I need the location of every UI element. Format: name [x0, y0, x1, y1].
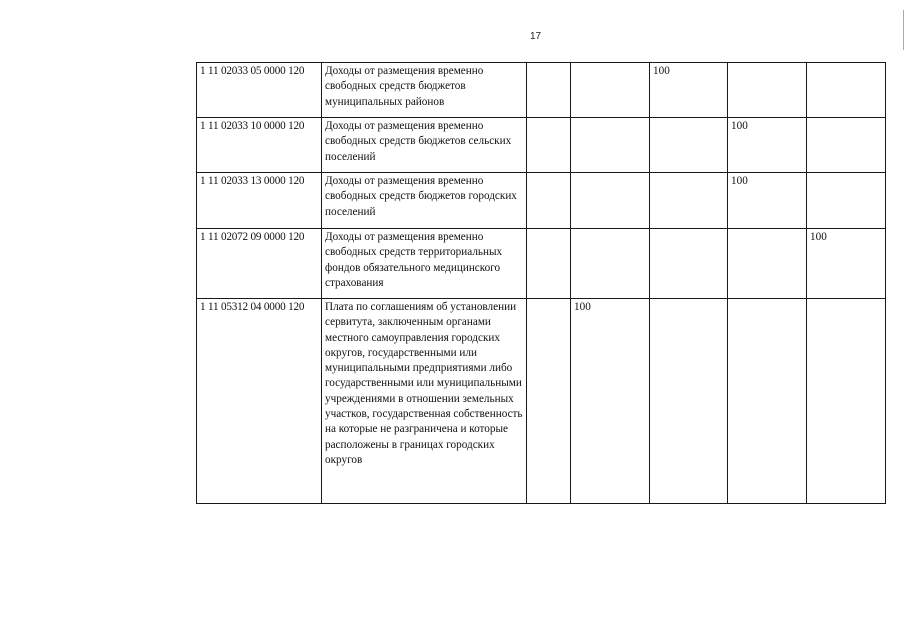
description-cell: Доходы от размещения временно свободных средств территориальных фондов обязательного медицинского страхования	[322, 229, 527, 299]
value-cell: 100	[728, 173, 807, 229]
page-edge-mark	[903, 10, 904, 50]
value-cell	[807, 299, 886, 504]
value-cell	[527, 229, 571, 299]
description-cell: Доходы от размещения временно свободных средств бюджетов муниципальных районов	[322, 63, 527, 118]
description-cell: Плата по соглашениям об установлении сервитута, заключенным органами местного самоуправления городских округов, государственными или муниципальными предприятиями либо государственными или муниципальными учреждениями в отношении земельных участков, государственная собственность на которые не разграничена и которые расположены в границах городских округов	[322, 299, 527, 504]
table-row	[197, 229, 886, 299]
budget-code-cell: 1 11 02072 09 0000 120	[197, 229, 322, 299]
value-cell	[650, 299, 728, 504]
description-cell: Доходы от размещения временно свободных средств бюджетов сельских поселений	[322, 118, 527, 173]
value-cell	[571, 173, 650, 229]
value-cell: 100	[571, 299, 650, 504]
value-cell	[728, 229, 807, 299]
budget-code-cell: 1 11 02033 13 0000 120	[197, 173, 322, 229]
revenue-classification-table	[196, 62, 886, 504]
value-cell	[807, 118, 886, 173]
value-cell	[571, 229, 650, 299]
value-cell	[527, 173, 571, 229]
value-cell	[807, 63, 886, 118]
value-cell: 100	[728, 118, 807, 173]
budget-code-cell: 1 11 05312 04 0000 120	[197, 299, 322, 504]
description-cell: Доходы от размещения временно свободных средств бюджетов городских поселений	[322, 173, 527, 229]
budget-code-cell: 1 11 02033 10 0000 120	[197, 118, 322, 173]
table-row	[197, 173, 886, 229]
value-cell	[571, 63, 650, 118]
value-cell: 100	[807, 229, 886, 299]
table-row	[197, 299, 886, 504]
value-cell	[527, 299, 571, 504]
table-row	[197, 63, 886, 118]
value-cell: 100	[650, 63, 728, 118]
table-row	[197, 118, 886, 173]
page-number: 17	[530, 31, 542, 42]
value-cell	[807, 173, 886, 229]
value-cell	[571, 118, 650, 173]
value-cell	[527, 118, 571, 173]
value-cell	[650, 118, 728, 173]
value-cell	[728, 299, 807, 504]
value-cell	[728, 63, 807, 118]
value-cell	[650, 173, 728, 229]
value-cell	[650, 229, 728, 299]
budget-code-cell: 1 11 02033 05 0000 120	[197, 63, 322, 118]
value-cell	[527, 63, 571, 118]
